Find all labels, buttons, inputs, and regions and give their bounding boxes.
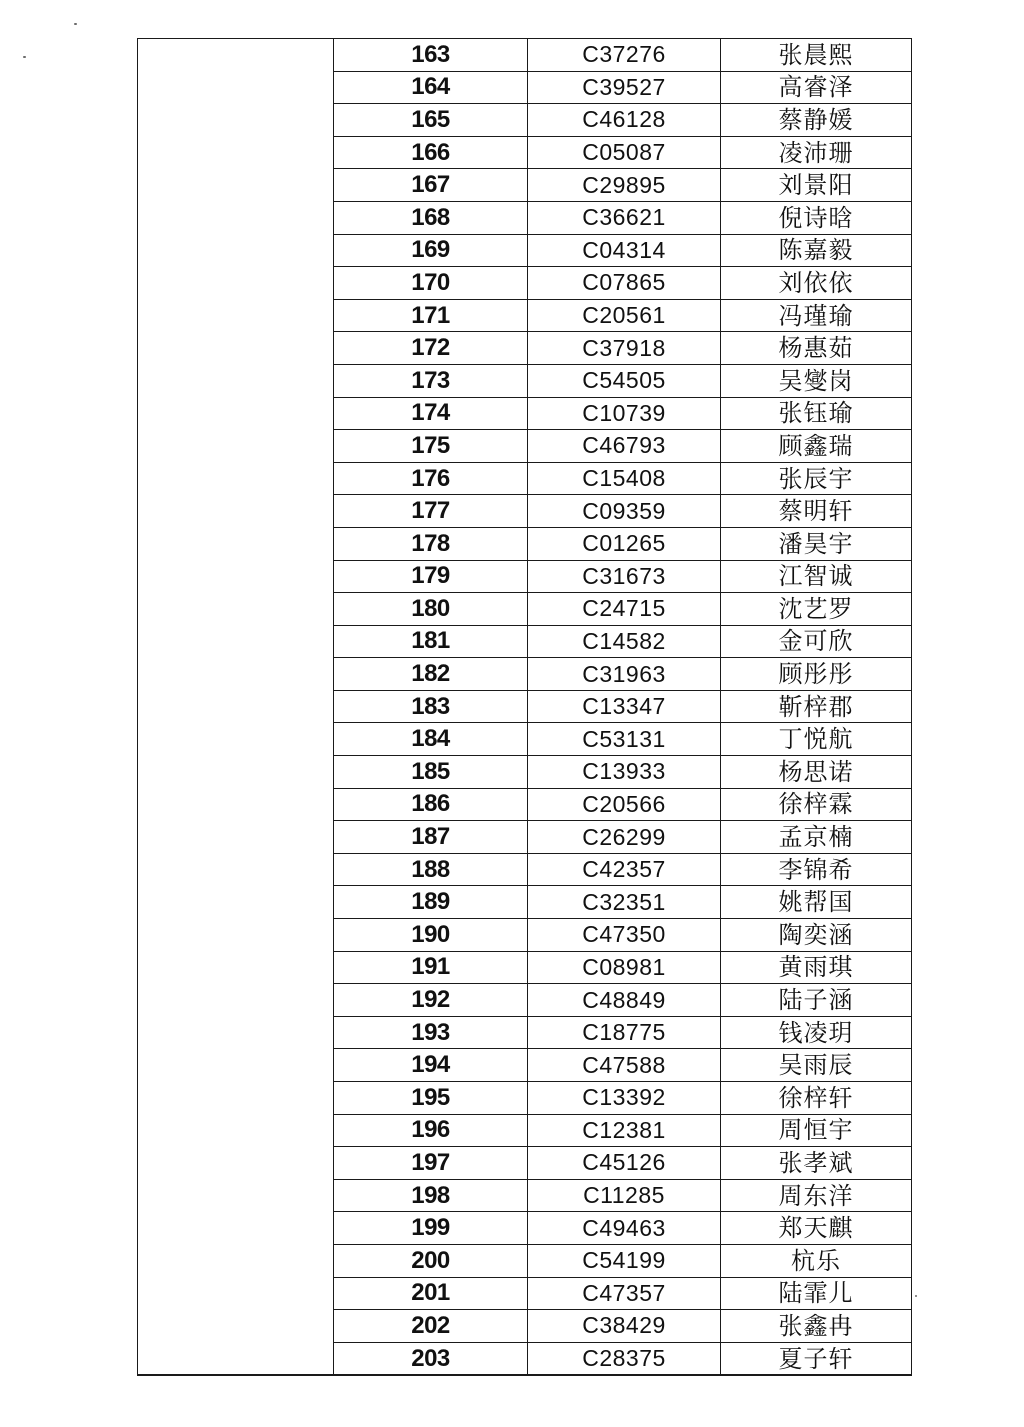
- row-number-cell: 182: [334, 658, 528, 691]
- row-number-cell: 179: [334, 560, 528, 593]
- row-number-cell: 177: [334, 495, 528, 528]
- candidate-name-cell: 靳梓郡: [721, 690, 912, 723]
- candidate-code-cell: C32351: [528, 886, 721, 919]
- candidate-code-cell: C13933: [528, 756, 721, 789]
- row-number-cell: 202: [334, 1310, 528, 1343]
- row-number-cell: 191: [334, 951, 528, 984]
- candidate-name-cell: 陶奕涵: [721, 919, 912, 952]
- candidate-code-cell: C37918: [528, 332, 721, 365]
- row-number-cell: 175: [334, 430, 528, 463]
- candidate-name-cell: 钱凌玥: [721, 1016, 912, 1049]
- row-number-cell: 171: [334, 299, 528, 332]
- candidate-code-cell: C42357: [528, 853, 721, 886]
- candidate-name-cell: 杭乐: [721, 1244, 912, 1277]
- candidate-name-cell: 徐梓轩: [721, 1082, 912, 1115]
- candidate-name-cell: 周恒宇: [721, 1114, 912, 1147]
- candidate-name-cell: 吴雨辰: [721, 1049, 912, 1082]
- candidate-name-cell: 姚帮国: [721, 886, 912, 919]
- row-number-cell: 199: [334, 1212, 528, 1245]
- candidate-code-cell: C36621: [528, 201, 721, 234]
- candidate-code-cell: C04314: [528, 234, 721, 267]
- candidate-code-cell: C46793: [528, 430, 721, 463]
- candidate-name-cell: 李锦希: [721, 853, 912, 886]
- row-number-cell: 169: [334, 234, 528, 267]
- scan-speck: [23, 56, 26, 58]
- candidate-code-cell: C10739: [528, 397, 721, 430]
- row-number-cell: 170: [334, 267, 528, 300]
- candidate-code-cell: C13392: [528, 1082, 721, 1115]
- row-number-cell: 186: [334, 788, 528, 821]
- candidate-name-cell: 郑天麒: [721, 1212, 912, 1245]
- row-number-cell: 195: [334, 1082, 528, 1115]
- candidate-name-cell: 杨惠茹: [721, 332, 912, 365]
- row-number-cell: 185: [334, 756, 528, 789]
- candidate-code-cell: C47350: [528, 919, 721, 952]
- candidate-code-cell: C01265: [528, 527, 721, 560]
- row-number-cell: 174: [334, 397, 528, 430]
- candidate-name-cell: 陆子涵: [721, 984, 912, 1017]
- candidate-name-cell: 张鑫冉: [721, 1310, 912, 1343]
- candidate-name-cell: 夏子轩: [721, 1342, 912, 1375]
- candidate-name-cell: 张孝斌: [721, 1147, 912, 1180]
- row-number-cell: 200: [334, 1244, 528, 1277]
- candidate-code-cell: C08981: [528, 951, 721, 984]
- candidate-name-cell: 金可欣: [721, 625, 912, 658]
- table-row: [138, 39, 912, 72]
- candidate-name-cell: 张晨熙: [721, 39, 912, 72]
- candidate-code-cell: C54505: [528, 364, 721, 397]
- row-number-cell: 167: [334, 169, 528, 202]
- candidate-name-cell: 黄雨琪: [721, 951, 912, 984]
- candidate-code-cell: C05087: [528, 136, 721, 169]
- candidate-code-cell: C12381: [528, 1114, 721, 1147]
- row-number-cell: 178: [334, 527, 528, 560]
- candidate-name-cell: 张钰瑜: [721, 397, 912, 430]
- candidate-code-cell: C07865: [528, 267, 721, 300]
- candidate-code-cell: C29895: [528, 169, 721, 202]
- row-number-cell: 196: [334, 1114, 528, 1147]
- candidate-name-cell: 冯瑾瑜: [721, 299, 912, 332]
- row-number-cell: 183: [334, 690, 528, 723]
- candidate-code-cell: C47357: [528, 1277, 721, 1310]
- candidate-code-cell: C53131: [528, 723, 721, 756]
- candidate-code-cell: C24715: [528, 593, 721, 626]
- candidate-code-cell: C20561: [528, 299, 721, 332]
- candidate-code-cell: C49463: [528, 1212, 721, 1245]
- row-number-cell: 168: [334, 201, 528, 234]
- row-number-cell: 190: [334, 919, 528, 952]
- scan-speck: [74, 23, 77, 25]
- row-number-cell: 164: [334, 71, 528, 104]
- candidate-code-cell: C54199: [528, 1244, 721, 1277]
- candidate-code-cell: C48849: [528, 984, 721, 1017]
- row-number-cell: 201: [334, 1277, 528, 1310]
- candidate-code-cell: C31673: [528, 560, 721, 593]
- candidate-name-cell: 凌沛珊: [721, 136, 912, 169]
- candidate-code-cell: C09359: [528, 495, 721, 528]
- candidate-name-cell: 蔡明轩: [721, 495, 912, 528]
- row-number-cell: 193: [334, 1016, 528, 1049]
- candidate-code-cell: C39527: [528, 71, 721, 104]
- candidate-code-cell: C47588: [528, 1049, 721, 1082]
- candidate-name-cell: 周东洋: [721, 1179, 912, 1212]
- row-number-cell: 181: [334, 625, 528, 658]
- candidate-code-cell: C31963: [528, 658, 721, 691]
- candidate-name-cell: 陈嘉毅: [721, 234, 912, 267]
- candidate-code-cell: C26299: [528, 821, 721, 854]
- group-cell: [138, 39, 334, 1376]
- candidate-name-cell: 顾鑫瑞: [721, 430, 912, 463]
- row-number-cell: 197: [334, 1147, 528, 1180]
- candidate-name-cell: 高睿泽: [721, 71, 912, 104]
- candidate-name-cell: 蔡静媛: [721, 104, 912, 137]
- row-number-cell: 173: [334, 364, 528, 397]
- scan-speck: [915, 1295, 917, 1297]
- candidate-name-cell: 张辰宇: [721, 462, 912, 495]
- candidate-code-cell: C45126: [528, 1147, 721, 1180]
- row-number-cell: 198: [334, 1179, 528, 1212]
- candidate-code-cell: C11285: [528, 1179, 721, 1212]
- candidate-name-cell: 潘昊宇: [721, 527, 912, 560]
- row-number-cell: 192: [334, 984, 528, 1017]
- roster-table: [137, 38, 912, 1376]
- candidate-code-cell: C38429: [528, 1310, 721, 1343]
- row-number-cell: 166: [334, 136, 528, 169]
- candidate-name-cell: 沈艺罗: [721, 593, 912, 626]
- candidate-code-cell: C46128: [528, 104, 721, 137]
- row-number-cell: 172: [334, 332, 528, 365]
- candidate-code-cell: C20566: [528, 788, 721, 821]
- candidate-code-cell: C28375: [528, 1342, 721, 1375]
- candidate-name-cell: 刘依依: [721, 267, 912, 300]
- row-number-cell: 180: [334, 593, 528, 626]
- candidate-name-cell: 顾彤彤: [721, 658, 912, 691]
- candidate-code-cell: C18775: [528, 1016, 721, 1049]
- candidate-name-cell: 陆霏儿: [721, 1277, 912, 1310]
- row-number-cell: 189: [334, 886, 528, 919]
- candidate-code-cell: C13347: [528, 690, 721, 723]
- candidate-name-cell: 吴燮岗: [721, 364, 912, 397]
- candidate-code-cell: C14582: [528, 625, 721, 658]
- row-number-cell: 165: [334, 104, 528, 137]
- row-number-cell: 194: [334, 1049, 528, 1082]
- candidate-code-cell: C37276: [528, 39, 721, 72]
- row-number-cell: 163: [334, 39, 528, 72]
- candidate-name-cell: 孟京楠: [721, 821, 912, 854]
- candidate-code-cell: C15408: [528, 462, 721, 495]
- candidate-name-cell: 丁悦航: [721, 723, 912, 756]
- roster-table-body: [138, 39, 912, 1376]
- row-number-cell: 176: [334, 462, 528, 495]
- candidate-name-cell: 杨思诺: [721, 756, 912, 789]
- candidate-name-cell: 刘景阳: [721, 169, 912, 202]
- row-number-cell: 203: [334, 1342, 528, 1375]
- row-number-cell: 187: [334, 821, 528, 854]
- row-number-cell: 188: [334, 853, 528, 886]
- candidate-name-cell: 徐梓霖: [721, 788, 912, 821]
- row-number-cell: 184: [334, 723, 528, 756]
- candidate-name-cell: 倪诗晗: [721, 201, 912, 234]
- candidate-name-cell: 江智诚: [721, 560, 912, 593]
